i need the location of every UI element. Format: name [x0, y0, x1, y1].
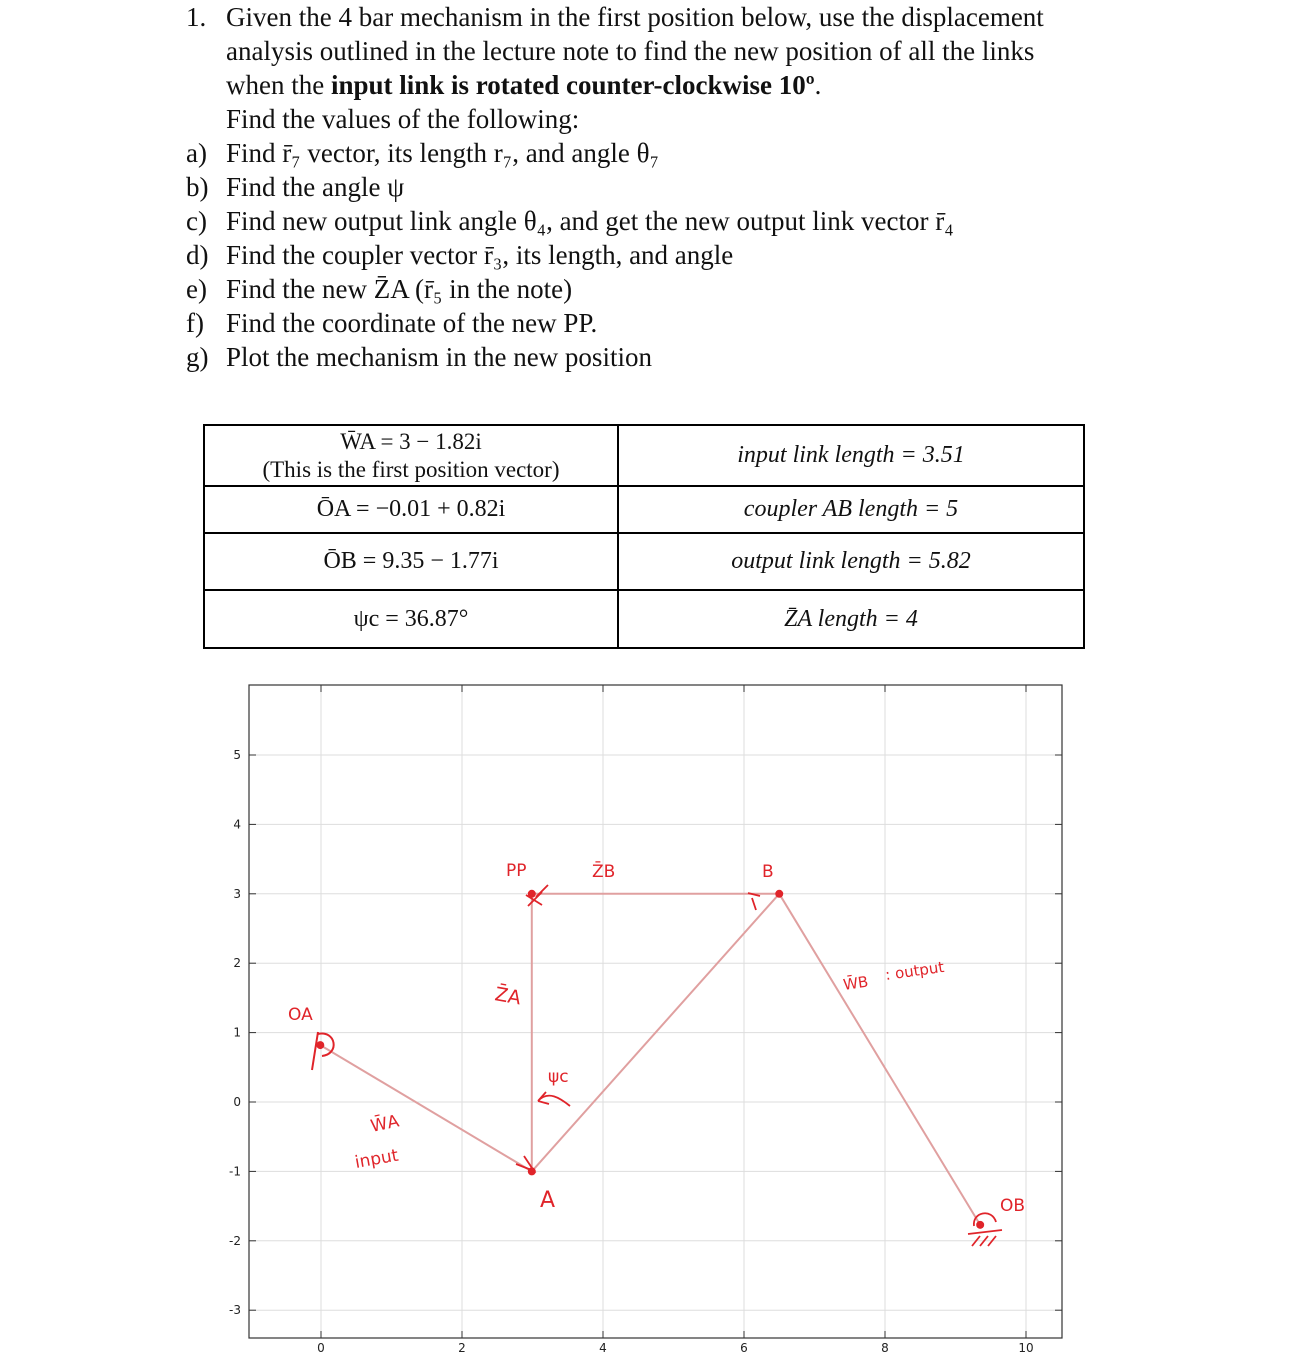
find-values-text: Find the values of the following: — [226, 104, 580, 134]
item-text: Find the new Z̄A (r̄₅ in the note) — [226, 274, 573, 304]
oa-pivot-icon — [312, 1032, 334, 1070]
item-text: Plot the mechanism in the new position — [226, 342, 652, 372]
label-za: Z̄A — [493, 983, 523, 1010]
y-tick-label: 0 — [233, 1095, 241, 1109]
coupler-length: coupler AB length = 5 — [618, 486, 1084, 533]
item-label: b) — [186, 172, 209, 202]
question-item — [186, 306, 1246, 340]
item-label: a) — [186, 138, 207, 168]
label-input: input — [353, 1145, 400, 1173]
intro-text-1: Given the 4 bar mechanism in the first position below, use the displacement — [226, 2, 1044, 32]
item-label: f) — [186, 308, 204, 338]
item-text: Find the coupler vector r̄₃, its length, and angle — [226, 240, 734, 270]
x-tick-label: 2 — [458, 1341, 466, 1355]
x-tick-label: 6 — [740, 1341, 748, 1355]
label-b: B — [762, 862, 774, 882]
item-text: Find new output link angle θ₄, and get the new output link vector r̄₄ — [226, 206, 954, 236]
joint-oa — [316, 1041, 324, 1049]
y-tick-label: 5 — [233, 748, 241, 762]
table-row — [204, 486, 1084, 533]
question-item — [186, 272, 1246, 306]
link-output — [779, 894, 980, 1225]
ob-position-value: ŌB = 9.35 − 1.77i — [204, 533, 618, 590]
problem-intro-line-2 — [186, 34, 1246, 68]
y-tick-label: 3 — [233, 886, 241, 901]
output-link-length: output link length = 5.82 — [618, 533, 1084, 590]
problem-intro-line-3 — [186, 68, 1246, 102]
y-tick-label: 1 — [233, 1025, 241, 1040]
za-length: Z̄A length = 4 — [618, 590, 1084, 648]
table-row — [204, 590, 1084, 648]
psi-c-value: ψc = 36.87° — [204, 590, 618, 648]
find-values-line — [186, 102, 1246, 136]
mechanism-joints — [316, 890, 984, 1229]
intro-text-3-pre: when the — [226, 70, 331, 100]
label-wa: W̄A — [368, 1111, 401, 1137]
item-text: Find r̄₇ vector, its length r₇, and angle θ₇ — [226, 138, 660, 168]
psi-arc-icon — [538, 1092, 570, 1106]
joint-b — [775, 890, 783, 898]
label-oa: OA — [288, 1005, 313, 1025]
item-text: Find the coordinate of the new PP. — [226, 308, 598, 338]
link-input — [320, 1045, 531, 1171]
oa-position-value: ŌA = −0.01 + 0.82i — [204, 486, 618, 533]
label-wb: W̄B — [842, 972, 870, 994]
b-marker-icon — [748, 893, 760, 910]
handwritten-annotations — [288, 860, 1025, 1246]
x-tick-label: 4 — [599, 1341, 607, 1355]
item-label: d) — [186, 240, 209, 270]
table-row — [204, 533, 1084, 590]
table-cell — [204, 425, 618, 486]
label-psi: ψc — [548, 1067, 569, 1087]
question-item — [186, 170, 1246, 204]
x-tick-label: 0 — [317, 1341, 325, 1355]
intro-text-3-bold: input link is rotated counter-clockwise 10º — [330, 70, 815, 100]
plot-frame — [249, 685, 1062, 1338]
axis-ticks — [229, 685, 1062, 1355]
problem-statement — [186, 0, 1246, 374]
question-item — [186, 136, 1246, 170]
question-item — [186, 204, 1246, 238]
question-item — [186, 238, 1246, 272]
y-tick-label: -2 — [229, 1233, 241, 1248]
x-tick-label: 8 — [881, 1341, 889, 1355]
wa-vector-value: W̄A = 3 − 1.82i — [340, 428, 482, 454]
mechanism-plot — [0, 660, 1290, 1358]
joint-ob — [976, 1221, 984, 1229]
plot-grid — [249, 685, 1062, 1338]
item-label: g) — [186, 342, 209, 372]
intro-text-3-post: . — [814, 70, 822, 100]
label-pp: PP — [506, 861, 527, 881]
intro-text-2: analysis outlined in the lecture note to find the new position of all the links — [226, 36, 1035, 66]
label-output: : output — [884, 957, 946, 984]
label-zb: Z̄B — [592, 862, 616, 882]
y-tick-label: 2 — [233, 956, 241, 971]
x-tick-label: 10 — [1018, 1341, 1034, 1355]
table-row — [204, 425, 1084, 486]
y-tick-label: -1 — [229, 1164, 241, 1179]
label-ob: OB — [1000, 1196, 1026, 1216]
wa-vector-note: (This is the first position vector) — [262, 456, 560, 482]
input-link-length: input link length = 3.51 — [618, 425, 1084, 486]
problem-intro-line-1 — [186, 0, 1246, 34]
given-data-table — [203, 424, 1085, 649]
item-label: c) — [186, 206, 207, 236]
question-item — [186, 340, 1246, 374]
item-label: e) — [186, 274, 207, 304]
item-text: Find the angle ψ — [226, 172, 405, 202]
y-tick-label: -3 — [229, 1303, 241, 1318]
label-a: A — [540, 1188, 556, 1213]
mechanism-links — [320, 894, 980, 1225]
problem-number: 1. — [186, 2, 207, 32]
y-tick-label: 4 — [233, 817, 241, 832]
